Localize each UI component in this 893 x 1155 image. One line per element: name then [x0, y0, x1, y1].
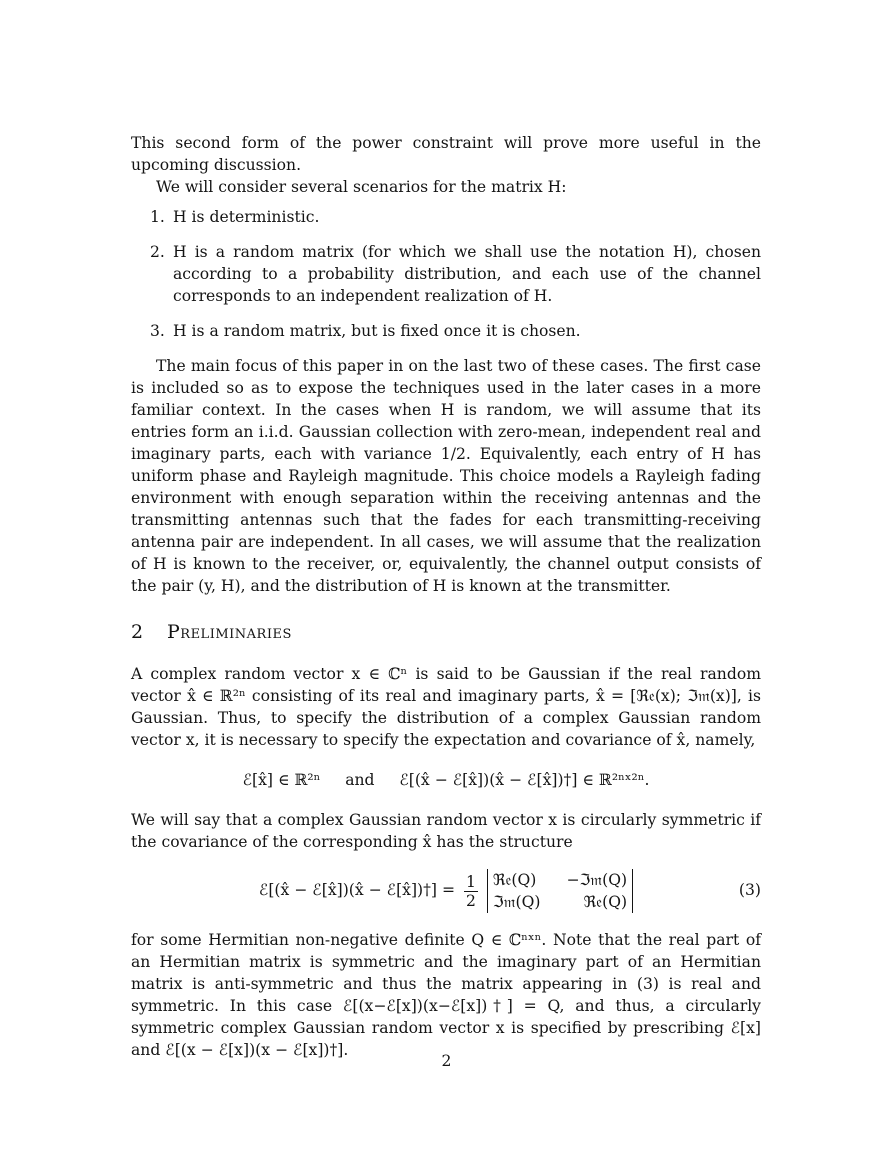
fraction-numerator: 1: [466, 872, 476, 891]
list-item-number: 2.: [150, 243, 165, 261]
paragraph-hermitian: for some Hermitian non-negative definite Q ∈ ℂⁿˣⁿ. Note that the real part of an Hermitian matrix is symmetric and the imaginary part of an Hermitian matrix is anti-symmetric and thus the matrix appearing in (3) is real and symmetric. In this case ℰ[(x−ℰ[x])(x−ℰ[x])†] = Q, and thus, a circularly symmetric complex Gaussian random vector x is specified by prescribing ℰ[x] and ℰ[(x − ℰ[x])(x − ℰ[x])†].: [131, 931, 761, 1059]
matrix-cell: −ℑ𝔪(Q): [566, 871, 628, 889]
section-heading: [131, 619, 761, 645]
fraction-one-half: [464, 873, 478, 910]
equation-3: [131, 863, 761, 917]
matrix-cell: ℜ𝔢(Q): [583, 893, 628, 911]
list-item: [131, 320, 761, 342]
list-item: [131, 206, 761, 228]
list-item-text: H is deterministic.: [173, 208, 320, 226]
list-item-number: 1.: [150, 208, 165, 226]
list-item-number: 3.: [150, 322, 165, 340]
paragraph-gaussian: A complex random vector x ∈ ℂⁿ is said to be Gaussian if the real random vector x̂ ∈ ℝ²ⁿ consisting of its real and imaginary parts, x̂ = [ℜ𝔢(x); ℑ𝔪(x)], is Gaussian. Thus, to specify the distribution of a complex Gaussian random vector x, it is necessary to specify the expectation and covariance of x̂, namely,: [131, 665, 761, 749]
matrix-cell: ℑ𝔪(Q): [492, 893, 541, 911]
paragraph-focus: The main focus of this paper in on the last two of these cases. The first case is included so as to expose the techniques used in the later cases in a more familiar context. In the cases when H is random, we will assume that its entries form an i.i.d. Gaussian collection with zero-mean, independent real and imaginary parts, each with variance 1/2. Equivalently, each entry of H has uniform phase and Rayleigh magnitude. This choice models a Rayleigh fading environment with enough separation within the receiving antennas and the transmitting antennas such that the fades for each transmitting-receiving antenna pair are independent. In all cases, we will assume that the realization of H is known to the receiver, or, equivalently, the channel output consists of the pair (y, H), and the distribution of H is known at the transmitter.: [131, 357, 761, 595]
body-text: [131, 132, 761, 1061]
page-number: 2: [441, 1052, 452, 1070]
list-item-text: H is a random matrix, but is fixed once it is chosen.: [173, 322, 581, 340]
paragraph-intro: This second form of the power constraint will prove more useful in the upcoming discussion.: [131, 134, 761, 174]
equation-expectation: [131, 761, 761, 799]
equation-3-lhs: ℰ[(x̂ − ℰ[x̂])(x̂ − ℰ[x̂])†] =: [258, 881, 456, 899]
section-title: Preliminaries: [167, 621, 292, 643]
section-number: 2: [131, 621, 144, 643]
equation-expectation-left: ℰ[x̂] ∈ ℝ²ⁿ: [242, 771, 321, 789]
paragraph-circular: We will say that a complex Gaussian random vector x is circularly symmetric if the covariance of the corresponding x̂ has the structure: [131, 811, 761, 851]
scenario-list: [131, 206, 761, 342]
fraction-denominator: 2: [466, 891, 476, 910]
paragraph-scenarios: We will consider several scenarios for the matrix H:: [156, 178, 567, 196]
equation-and: and: [345, 771, 375, 789]
equation-number: (3): [738, 881, 761, 899]
matrix-cell: ℜ𝔢(Q): [492, 871, 537, 889]
equation-expectation-right: ℰ[(x̂ − ℰ[x̂])(x̂ − ℰ[x̂])†] ∈ ℝ²ⁿˣ²ⁿ.: [399, 771, 650, 789]
list-item-text: H is a random matrix (for which we shall use the notation H), chosen according to a probability distribution, and each use of the channel corresponds to an independent realization of H.: [173, 243, 761, 305]
covariance-matrix: [487, 869, 633, 913]
list-item: [131, 241, 761, 307]
